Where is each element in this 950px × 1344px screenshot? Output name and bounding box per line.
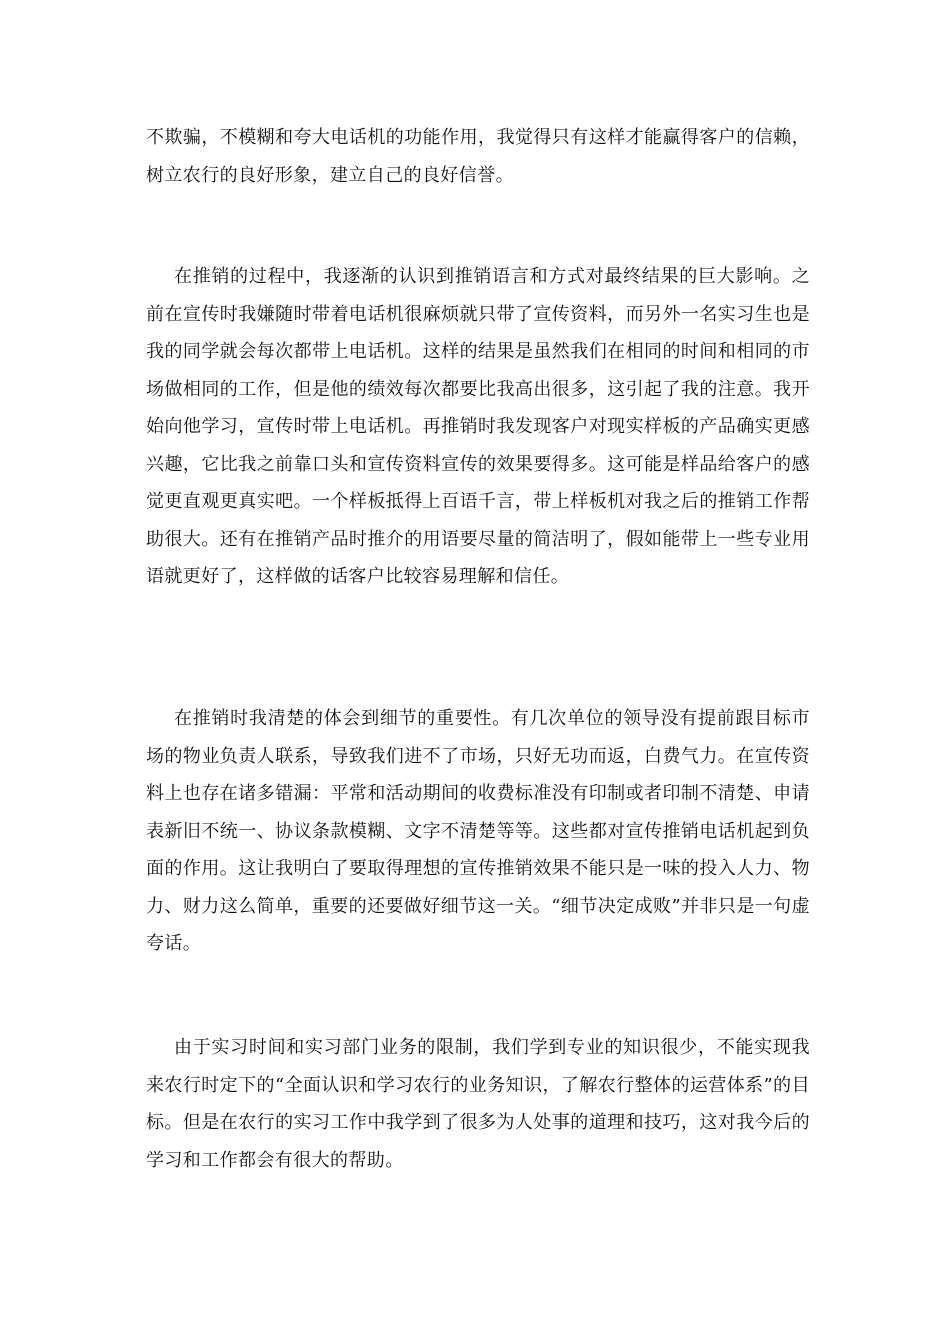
paragraph-sales-language: 在推销的过程中，我逐渐的认识到推销语言和方式对最终结果的巨大影响。之前在宣传时我嫌随时带着电话机很麻烦就只带了宣传资料，而另外一名实习生也是我的同学就会每次都带上电话机。这样的结果是虽然我们在相同的时间和相同的市场做相同的工作，但是他的绩效每次都要比我高出很多，这引起了我的注意。我开始向他学习，宣传时带上电话机。再推销时我发现客户对现实样板的产品确实更感兴趣，它比我之前靠口头和宣传资料宣传的效果要得多。这可能是样品给客户的感觉更直观更真实吧。一个样板抵得上百语千言，带上样板机对我之后的推销工作帮助很大。还有在推销产品时推介的用语要尽量的简洁明了，假如能带上一些专业用语就更好了，这样做的话客户比较容易理解和信任。 — [146, 266, 810, 587]
paragraph-internship-summary: 由于实习时间和实习部门业务的限制，我们学到专业的知识很少，不能实现我来农行时定下的“全面认识和学习农行的业务知识，了解农行整体的运营体系”的目标。但是在农行的实习工作中我学到了很多为人处事的道理和技巧，这对我今后的学习和工作都会有很大的帮助。 — [146, 1037, 810, 1171]
paragraph-honesty: 不欺骗，不模糊和夸大电话机的功能作用，我觉得只有这样才能赢得客户的信赖，树立农行的良好形象，建立自己的良好信誉。 — [146, 127, 810, 186]
paragraph-details-importance: 在推销时我清楚的体会到细节的重要性。有几次单位的领导没有提前跟目标市场的物业负责人联系，导致我们进不了市场，只好无功而返，白费气力。在宣传资料上也存在诸多错漏：平常和活动期间的收费标准没有印制或者印制不清楚、申请表新旧不统一、协议条款模糊、文字不清楚等等。这些都对宣传推销电话机起到负面的作用。这让我明白了要取得理想的宣传推销效果不能只是一味的投入人力、物力、财力这么简单，重要的还要做好细节这一关。“细节决定成败”并非只是一句虚夸话。 — [146, 708, 810, 954]
